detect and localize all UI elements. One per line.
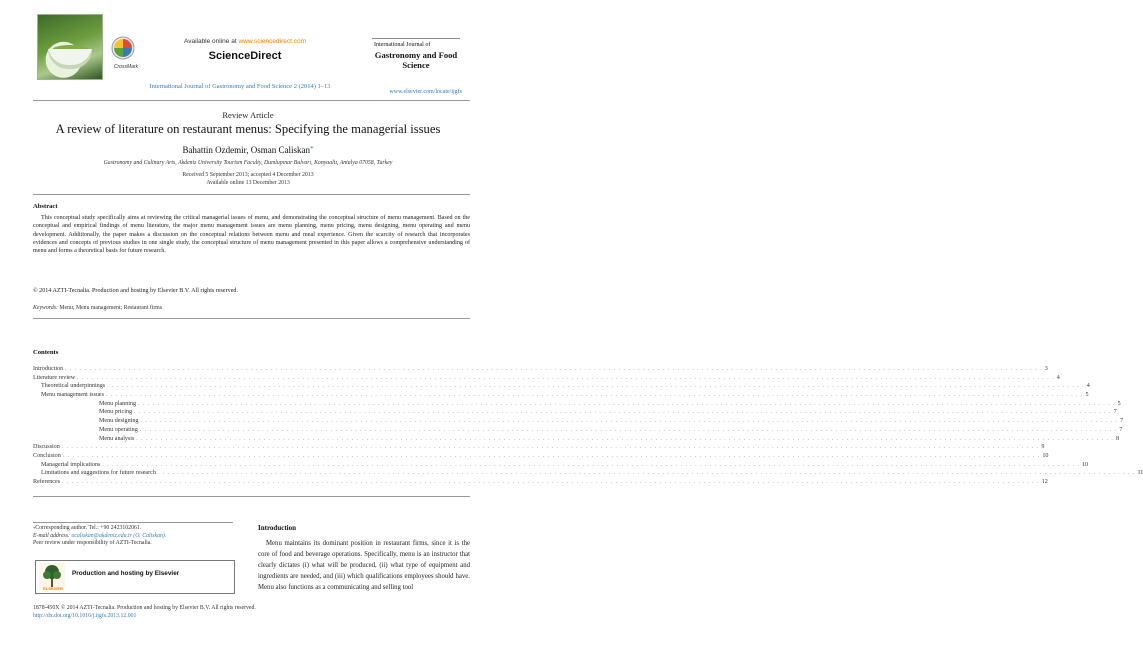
elsevier-wordmark: ELSEVIER xyxy=(43,586,63,591)
corresponding-author-note xyxy=(33,525,233,533)
toc-entry-label: Menu pricing xyxy=(99,409,133,416)
toc-leader-dots: . . . . . . . . . . . . . . . . . . . . . . . . . . . . . . . . . . . . . . . . . . . . . . . . . . . . . . . . . . . . . . . . . . . . . . . . . . . . . . . . . . . . . . . . . . . . . . . . . . . . . . . . . . . . . . . . . . . . . . . . . . . . . . . . . . . . . . . . . . . . . . . . . . . . . . . . . . . . . . . . . . . . . . . . . . . . . . . . . . . . . . . . . . . . . . . . . . . . . . . . xyxy=(107,384,1085,390)
online-date: Available online 13 December 2013 xyxy=(206,180,290,186)
toc-leader-dots: . . . . . . . . . . . . . . . . . . . . . . . . . . . . . . . . . . . . . . . . . . . . . . . . . . . . . . . . . . . . . . . . . . . . . . . . . . . . . . . . . . . . . . . . . . . . . . . . . . . . . . . . . . . . . . . . . . . . . . . . . . . . . . . . . . . . . . . . . . . . . . . . . . . . . . . . . . . . . . . . . . . . . . . . . . . . . . . . . . . . . . . . . . . . . . . . . . . . . . . . xyxy=(139,427,1118,433)
toc-entry-label: References xyxy=(33,478,61,485)
footnote-mark: * xyxy=(33,526,36,531)
toc-leader-dots: . . . . . . . . . . . . . . . . . . . . . . . . . . . . . . . . . . . . . . . . . . . . . . . . . . . . . . . . . . . . . . . . . . . . . . . . . . . . . . . . . . . . . . . . . . . . . . . . . . . . . . . . . . . . . . . . . . . . . . . . . . . . . . . . . . . . . . . . . . . . . . . . . . . . . . . . . . . . . . . . . . . . . . . . . . . . . . . . . . . . . . . . . . . . . . . . . . . . . . . . xyxy=(65,367,1043,372)
toc-entry-label: Menu designing xyxy=(99,418,139,425)
toc-entry-page: 12 xyxy=(1041,478,1048,485)
email-link[interactable]: ocaliskan@akdeniz.edu.tr (O. Caliskan). xyxy=(71,532,167,539)
toc-entry-label: Menu planning xyxy=(99,400,137,407)
toc-leader-dots: . . . . . . . . . . . . . . . . . . . . . . . . . . . . . . . . . . . . . . . . . . . . . . . . . . . . . . . . . . . . . . . . . . . . . . . . . . . . . . . . . . . . . . . . . . . . . . . . . . . . . . . . . . . . . . . . . . . . . . . . . . . . . . . . . . . . . . . . . . . . . . . . . . . . . . . . . . . . . . . . . . . . . . . . . . . . . . . . . . . . . . . . . . . . . . . . . . . . . . . . xyxy=(134,410,1112,416)
available-online-line xyxy=(160,38,330,45)
table-of-contents xyxy=(33,365,1143,487)
header-divider xyxy=(33,100,470,101)
toc-entry-page: 8 xyxy=(1115,435,1119,442)
toc-entry[interactable] xyxy=(33,382,1090,391)
journal-title-box xyxy=(372,38,460,70)
toc-entry[interactable] xyxy=(33,426,1123,435)
toc-entry[interactable] xyxy=(33,374,1060,383)
toc-entry-page: 7 xyxy=(1120,418,1124,425)
toc-leader-dots: . . . . . . . . . . . . . . . . . . . . . . . . . . . . . . . . . . . . . . . . . . . . . . . . . . . . . . . . . . . . . . . . . . . . . . . . . . . . . . . . . . . . . . . . . . . . . . . . . . . . . . . . . . . . . . . . . . . . . . . . . . . . . . . . . . . . . . . . . . . . . . . . . . . . . . . . . . . . . . . . . . . . . . . . . . . . . . . . . . . . . . . . . . . . . . . . . . . . . . . . xyxy=(157,471,1136,477)
journal-citation[interactable]: International Journal of Gastronomy and Food Science 2 (2014) 1–13 xyxy=(149,83,331,90)
journal-title: Gastronomy and Food Science xyxy=(374,50,458,70)
toc-entry[interactable] xyxy=(33,443,1045,452)
toc-entry-page: 11 xyxy=(1137,470,1143,477)
doi-link[interactable]: http://dx.doi.org/10.1016/j.ijgfs.2013.12.001 xyxy=(33,613,137,619)
toc-entry-page: 5 xyxy=(1117,400,1121,407)
toc-leader-dots: . . . . . . . . . . . . . . . . . . . . . . . . . . . . . . . . . . . . . . . . . . . . . . . . . . . . . . . . . . . . . . . . . . . . . . . . . . . . . . . . . . . . . . . . . . . . . . . . . . . . . . . . . . . . . . . . . . . . . . . . . . . . . . . . . . . . . . . . . . . . . . . . . . . . . . . . . . . . . . . . . . . . . . . . . . . . . . . . . . . . . . . . . . . . . . . . . . . . . . . . xyxy=(77,375,1055,381)
toc-entry[interactable] xyxy=(33,400,1121,409)
toc-leader-dots: . . . . . . . . . . . . . . . . . . . . . . . . . . . . . . . . . . . . . . . . . . . . . . . . . . . . . . . . . . . . . . . . . . . . . . . . . . . . . . . . . . . . . . . . . . . . . . . . . . . . . . . . . . . . . . . . . . . . . . . . . . . . . . . . . . . . . . . . . . . . . . . . . . . . . . . . . . . . . . . . . . . . . . . . . . . . . . . . . . . . . . . . . . . . . . . . . . . . . . . . xyxy=(62,479,1040,485)
issn-line: 1878-450X © 2014 AZTI-Tecnalia. Production and hosting by Elsevier B.V. All rights reserved. xyxy=(33,605,256,611)
toc-entry-label: Literature review xyxy=(33,374,76,381)
footnote-block xyxy=(33,525,233,548)
email-label: E-mail address: xyxy=(33,532,70,539)
production-hosting-label: Production and hosting by Elsevier xyxy=(72,570,180,577)
toc-entry[interactable] xyxy=(33,408,1117,417)
abstract-copyright: © 2014 AZTI-Tecnalia. Production and hosting by Elsevier B.V. All rights reserved. xyxy=(33,288,238,294)
toc-leader-dots: . . . . . . . . . . . . . . . . . . . . . . . . . . . . . . . . . . . . . . . . . . . . . . . . . . . . . . . . . . . . . . . . . . . . . . . . . . . . . . . . . . . . . . . . . . . . . . . . . . . . . . . . . . . . . . . . . . . . . . . . . . . . . . . . . . . . . . . . . . . . . . . . . . . . . . . . . . . . . . . . . . . . . . . . . . . . . . . . . . . . . . . . . . . . . . . . . . . . . . . . xyxy=(102,462,1080,468)
crossmark-label: CrossMark xyxy=(113,64,139,70)
peer-review-note: Peer review under responsibility of AZTI-Tecnalia. xyxy=(33,540,152,546)
author-names: Bahattin Ozdemir, Osman Caliskan xyxy=(182,145,311,155)
abstract-bottom-divider xyxy=(33,318,470,319)
issn-doi-block xyxy=(33,604,256,620)
abstract-top-divider xyxy=(33,194,470,195)
toc-entry-page: 10 xyxy=(1081,461,1089,468)
toc-entry[interactable] xyxy=(33,461,1089,470)
keywords-list: Menu; Menu management; Restaurant firms xyxy=(59,305,163,311)
toc-entry[interactable] xyxy=(33,478,1048,487)
toc-entry-label: Limitations and suggestions for future research xyxy=(41,470,156,477)
keywords-line xyxy=(33,305,162,311)
toc-entry[interactable] xyxy=(33,435,1119,444)
keywords-label: Keywords: xyxy=(33,305,58,311)
journal-title-small: International Journal of xyxy=(374,42,431,48)
contents-bottom-divider xyxy=(33,496,470,497)
toc-leader-dots: . . . . . . . . . . . . . . . . . . . . . . . . . . . . . . . . . . . . . . . . . . . . . . . . . . . . . . . . . . . . . . . . . . . . . . . . . . . . . . . . . . . . . . . . . . . . . . . . . . . . . . . . . . . . . . . . . . . . . . . . . . . . . . . . . . . . . . . . . . . . . . . . . . . . . . . . . . . . . . . . . . . . . . . . . . . . . . . . . . . . . . . . . . . . . . . . . . . . . . . . xyxy=(138,401,1116,407)
footnote-divider xyxy=(33,522,233,523)
toc-entry-page: 9 xyxy=(1041,444,1045,451)
journal-cover-image xyxy=(37,14,103,80)
toc-leader-dots: . . . . . . . . . . . . . . . . . . . . . . . . . . . . . . . . . . . . . . . . . . . . . . . . . . . . . . . . . . . . . . . . . . . . . . . . . . . . . . . . . . . . . . . . . . . . . . . . . . . . . . . . . . . . . . . . . . . . . . . . . . . . . . . . . . . . . . . . . . . . . . . . . . . . . . . . . . . . . . . . . . . . . . . . . . . . . . . . . . . . . . . . . . . . . . . . . . . . . . . . xyxy=(140,419,1118,425)
abstract-body: This conceptual study specifically aims at reviewing the critical managerial issues of menu, and demonstrating the conceptual structure of menu management. Based on the conceptual and empirical findings of menu literature, the major menu management issues are menu planning, menu pricing, menu designing, menu operating and menu development. Additionally, the paper makes a discussion on the conceptual relations between menu and meal experience. Given the scarcity of research that incorporates evidences and concepts of previous studies in one single study, the conceptual structure of menu management presented in this paper allows a comprehensive understanding of menu and forms a theoretical basis for future research. xyxy=(33,215,470,255)
toc-entry[interactable] xyxy=(33,469,1143,478)
toc-entry-label: Menu operating xyxy=(99,426,138,433)
toc-leader-dots: . . . . . . . . . . . . . . . . . . . . . . . . . . . . . . . . . . . . . . . . . . . . . . . . . . . . . . . . . . . . . . . . . . . . . . . . . . . . . . . . . . . . . . . . . . . . . . . . . . . . . . . . . . . . . . . . . . . . . . . . . . . . . . . . . . . . . . . . . . . . . . . . . . . . . . . . . . . . . . . . . . . . . . . . . . . . . . . . . . . . . . . . . . . . . . . . . . . . . . . . xyxy=(105,393,1084,399)
toc-entry-label: Managerial implications xyxy=(41,461,101,468)
article-authors xyxy=(0,145,496,155)
article-type: Review Article xyxy=(222,110,274,120)
author-affiliation: Gastronomy and Culinary Arts, Akdeniz University Tourism Faculty, Dumlupınar Bulvarı, Konyaaltı, Antalya 07058, Turkey xyxy=(103,160,393,166)
toc-entry[interactable] xyxy=(33,417,1124,426)
toc-entry-label: Theoretical underpinnings xyxy=(41,383,106,390)
toc-entry[interactable] xyxy=(33,391,1089,400)
toc-entry-page: 7 xyxy=(1113,409,1117,416)
contents-heading: Contents xyxy=(33,349,59,356)
article-title: A review of literature on restaurant menus: Specifying the managerial issues xyxy=(55,122,441,136)
toc-leader-dots: . . . . . . . . . . . . . . . . . . . . . . . . . . . . . . . . . . . . . . . . . . . . . . . . . . . . . . . . . . . . . . . . . . . . . . . . . . . . . . . . . . . . . . . . . . . . . . . . . . . . . . . . . . . . . . . . . . . . . . . . . . . . . . . . . . . . . . . . . . . . . . . . . . . . . . . . . . . . . . . . . . . . . . . . . . . . . . . . . . . . . . . . . . . . . . . . . . . . . . . . xyxy=(61,445,1040,451)
corresponding-author-mark[interactable]: * xyxy=(310,145,314,153)
introduction-body: Menu maintains its dominant position in restaurant firms, since it is the core of food and beverage operations. Specifically, menu is an instructor that clearly dictates (i) what will be produced, (ii) what type of equipment and ingredients are needed, and (iii) which qualifications employees should have. Menu also functions as a communicating and selling tool xyxy=(258,540,470,591)
received-accepted-date: Received 5 September 2013; accepted 4 December 2013 xyxy=(182,172,314,178)
toc-entry-page: 7 xyxy=(1119,426,1123,433)
introduction-heading: Introduction xyxy=(258,524,296,532)
toc-entry-label: Menu management issues xyxy=(41,392,104,399)
toc-leader-dots: . . . . . . . . . . . . . . . . . . . . . . . . . . . . . . . . . . . . . . . . . . . . . . . . . . . . . . . . . . . . . . . . . . . . . . . . . . . . . . . . . . . . . . . . . . . . . . . . . . . . . . . . . . . . . . . . . . . . . . . . . . . . . . . . . . . . . . . . . . . . . . . . . . . . . . . . . . . . . . . . . . . . . . . . . . . . . . . . . . . . . . . . . . . . . . . . . . . . . . . . xyxy=(62,453,1041,459)
article-dates xyxy=(0,171,496,187)
toc-entry-label: Discussion xyxy=(33,444,60,451)
crossmark-icon[interactable] xyxy=(110,36,136,66)
available-prefix: Available online at xyxy=(183,38,239,45)
bowl-graphic xyxy=(48,49,92,69)
corresponding-text: Corresponding author. Tel.: +90 2423102061. xyxy=(35,525,142,531)
toc-entry-label: Menu analysis xyxy=(99,435,135,442)
sciencedirect-logo: ScienceDirect xyxy=(208,50,282,62)
journal-url-link[interactable]: www.elsevier.com/locate/ijgfs xyxy=(389,89,462,95)
toc-entry[interactable] xyxy=(33,365,1048,374)
abstract-heading: Abstract xyxy=(33,203,58,210)
toc-entry[interactable] xyxy=(33,452,1049,461)
toc-entry-page: 5 xyxy=(1085,392,1089,399)
toc-leader-dots: . . . . . . . . . . . . . . . . . . . . . . . . . . . . . . . . . . . . . . . . . . . . . . . . . . . . . . . . . . . . . . . . . . . . . . . . . . . . . . . . . . . . . . . . . . . . . . . . . . . . . . . . . . . . . . . . . . . . . . . . . . . . . . . . . . . . . . . . . . . . . . . . . . . . . . . . . . . . . . . . . . . . . . . . . . . . . . . . . . . . . . . . . . . . . . . . . . . . . . . . xyxy=(136,436,1114,442)
sciencedirect-link[interactable]: www.sciencedirect.com xyxy=(238,38,306,45)
toc-entry-page: 4 xyxy=(1056,374,1060,381)
toc-entry-page: 4 xyxy=(1086,383,1090,390)
toc-entry-page: 3 xyxy=(1044,366,1048,372)
email-line xyxy=(33,533,233,541)
toc-entry-label: Conclusion xyxy=(33,452,61,459)
toc-entry-page: 10 xyxy=(1042,452,1049,459)
toc-entry-label: Introduction xyxy=(33,366,64,372)
